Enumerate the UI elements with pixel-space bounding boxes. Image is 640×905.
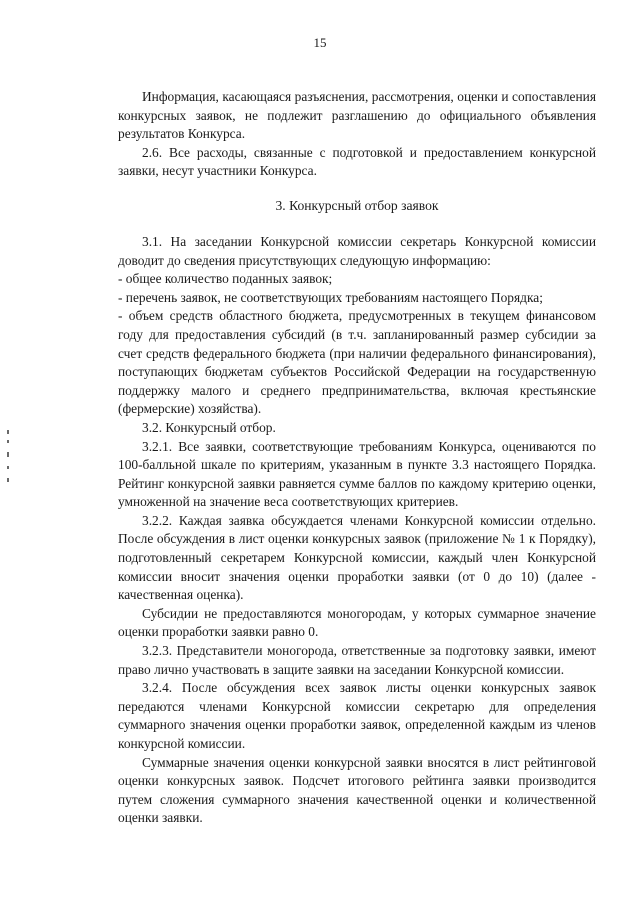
paragraph-3-2-3: 3.2.3. Представители моногорода, ответственные за подготовку заявки, имеют право лично участвовать в защите заявки на заседании Конкурсной комиссии.: [118, 643, 596, 677]
paragraph-2-6: 2.6. Все расходы, связанные с подготовкой и предоставлением конкурсной заявки, несут участники Конкурса.: [118, 144, 596, 179]
list-item-noncompliant-applications: - перечень заявок, не соответствующих требованиям настоящего Порядка;: [118, 289, 543, 305]
document-body: [118, 88, 596, 828]
list-item-total-applications: - общее количество поданных заявок;: [118, 271, 333, 287]
paragraph-3-2-2: 3.2.2. Каждая заявка обсуждается членами Конкурсной комиссии отдельно. После обсуждения в лист оценки конкурсных заявок (приложение № 1 к Порядку), подготовленный секретарем Конкурсной комиссии, каждый член Конкурсной комиссии вносит значения оценки проработки заявки (от 0 до 10) (далее - качественная оценка).: [118, 512, 596, 603]
paragraph-subsidy-exclusion: Субсидии не предоставляются моногородам, у которых суммарное значение оценки проработки заявки равно 0.: [118, 605, 596, 640]
margin-scan-marks: [7, 430, 13, 490]
paragraph-info-confidentiality: Информация, касающаяся разъяснения, рассмотрения, оценки и сопоставления конкурсных заявок, не подлежит разглашению до официального объявления результатов Конкурса.: [118, 89, 596, 142]
paragraph-3-2-1: 3.2.1. Все заявки, соответствующие требованиям Конкурса, оцениваются по 100-балльной шкале по критериям, указанным в пункте 3.3 настоящего Порядка. Рейтинг конкурсной заявки равняется сумме баллов по каждому критерию оценки, умноженной на значение веса соответствующих критериев.: [118, 438, 596, 510]
page-number: 15: [313, 35, 327, 50]
paragraph-3-2: 3.2. Конкурсный отбор.: [142, 419, 276, 435]
paragraph-rating-summary: Суммарные значения оценки конкурсной заявки вносятся в лист рейтинговой оценки конкурсных заявок. Подсчет итогового рейтинга заявки производится путем сложения суммарного значения качественной оценки и количественной оценки заявки.: [118, 754, 596, 826]
section-title: 3. Конкурсный отбор заявок: [275, 197, 439, 213]
paragraph-3-1: 3.1. На заседании Конкурсной комиссии секретарь Конкурсной комиссии доводит до сведения присутствующих следующую информацию:: [118, 233, 596, 268]
list-item-budget-volume: - объем средств областного бюджета, предусмотренных в текущем финансовом году для предоставления субсидий (в т.ч. запланированный размер субсидии за счет средств федерального бюджета (при наличии федерального финансирования), поступающих бюджетам субъектов Российской Федерации на государственную поддержку малого и среднего предпринимательства, включая крестьянские (фермерские) хозяйства).: [118, 308, 596, 417]
paragraph-3-2-4: 3.2.4. После обсуждения всех заявок листы оценки конкурсных заявок передаются членами Конкурсной комиссии секретарю для определения суммарного значения оценки проработки заявок, определенной каждым из членов конкурсной комиссии.: [118, 680, 596, 751]
